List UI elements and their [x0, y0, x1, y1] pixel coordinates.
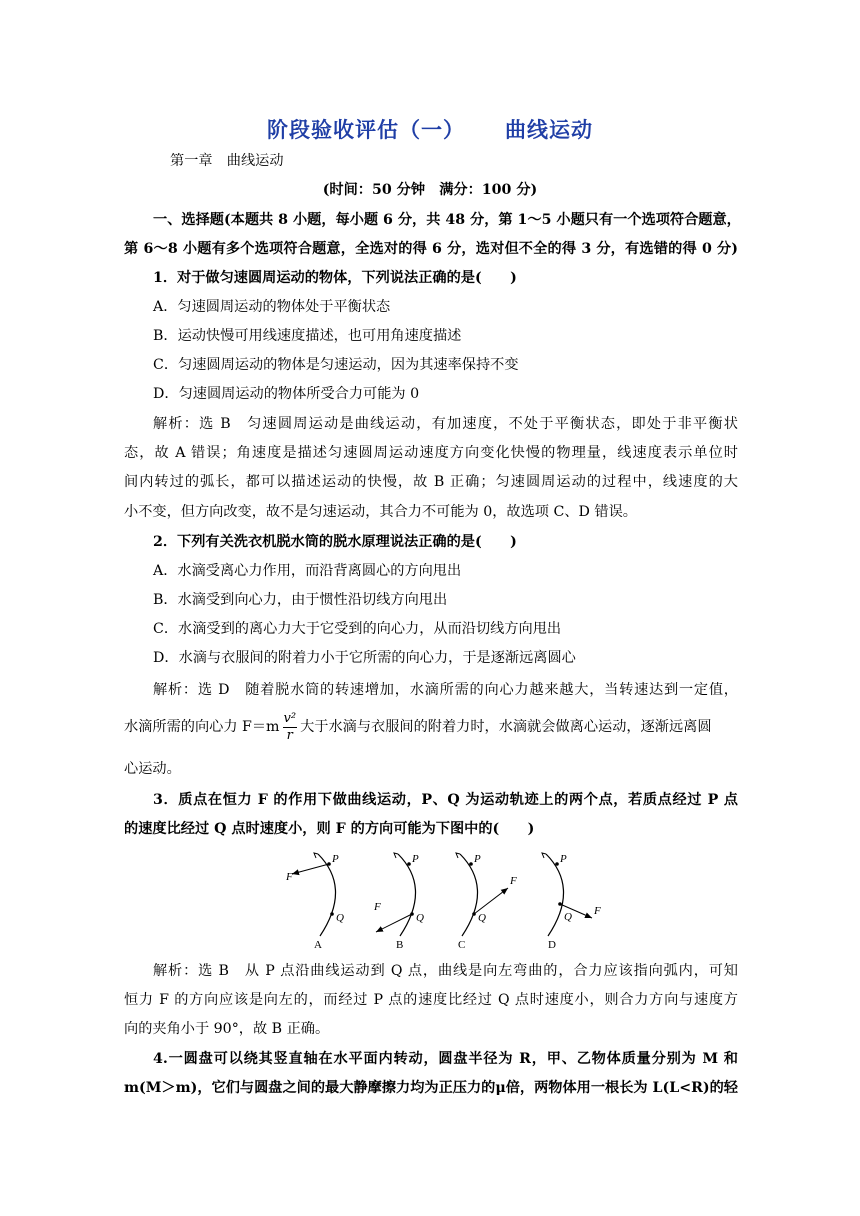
figure-label-c: C — [458, 939, 466, 951]
figure-label-d: D — [548, 939, 556, 951]
q2-stem: 2．下列有关洗衣机脱水筒的脱水原理说法正确的是( ) — [153, 534, 517, 550]
q4-stem-2: m(M＞m)，它们与圆盘之间的最大静摩擦力均为正压力的μ倍，两物体用一根长为 L(L<R)的轻 — [124, 1080, 738, 1096]
q1-analysis-4: 小不变，但方向改变，故不是匀速运动，其合力不可能为 0，故选项 C、D 错误。 — [124, 504, 637, 520]
q1-analysis-3: 间内转过的弧长，都可以描述运动的快慢，故 B 正确；匀速圆周运动的过程中，线速度的大 — [124, 474, 738, 490]
q4-stem-1: 4.一圆盘可以绕其竖直轴在水平面内转动，圆盘半径为 R，甲、乙物体质量分别为 M 和 — [153, 1051, 738, 1067]
label-q-b: Q — [416, 912, 424, 924]
q2-analysis-2: 水滴所需的向心力 F＝m $\frac{\text{v²}}{r}$ 大于水滴与衣服间的附着力时，水滴就会做离心运动，逐渐远离圆 — [124, 710, 712, 743]
page-title: 阶段验收评估（一） 曲线运动 — [267, 117, 593, 142]
figure-b — [373, 853, 424, 951]
time-info: (时间：50 分钟 满分：100 分) — [322, 182, 538, 198]
q1-option-c: C．匀速圆周运动的物体是匀速运动，因为其速率保持不变 — [153, 357, 519, 373]
figure-label-a: A — [314, 939, 322, 951]
q1-option-d: D．匀速圆周运动的物体所受合力可能为 0 — [153, 386, 420, 402]
label-q-c: Q — [478, 912, 486, 924]
chapter-heading: 第一章 曲线运动 — [170, 153, 284, 169]
q1-stem: 1．对于做匀速圆周运动的物体，下列说法正确的是( ) — [153, 270, 517, 286]
label-p-c: P — [474, 853, 481, 865]
q1-option-a: A．匀速圆周运动的物体处于平衡状态 — [153, 299, 391, 315]
q2-option-c: C．水滴受到的离心力大于它受到的向心力，从而沿切线方向甩出 — [153, 621, 562, 637]
q1-option-b: B．运动快慢可用线速度描述，也可用角速度描述 — [153, 328, 462, 344]
q2-option-a: A．水滴受离心力作用，而沿背离圆心的方向甩出 — [153, 563, 462, 579]
label-f-b: F — [374, 901, 381, 913]
formula-fraction: $\frac{\text{v²}}{r}$ — [283, 710, 297, 743]
figure-d — [542, 853, 601, 951]
section1-line2: 第 6～8 小题有多个选项符合题意，全选对的得 6 分，选对但不全的得 3 分，有选错的得 0 分) — [124, 241, 738, 257]
q3-analysis-3: 向的夹角小于 90°，故 B 正确。 — [124, 1021, 330, 1037]
label-f-d: F — [594, 905, 601, 917]
q3-stem-1: 3．质点在恒力 F 的作用下做曲线运动，P、Q 为运动轨迹上的两个点，若质点经过 P 点 — [153, 792, 738, 808]
q3-analysis-1: 解析：选 B 从 P 点沿曲线运动到 Q 点，曲线是向左弯曲的，合力应该指向弧内，可知 — [153, 963, 738, 979]
q1-analysis-2: 态，故 A 错误；角速度是描述匀速圆周运动速度方向变化快慢的物理量，线速度表示单位时 — [124, 445, 738, 461]
label-q-d: Q — [564, 911, 572, 923]
figure-c — [456, 853, 517, 951]
q2-option-d: D．水滴与衣服间的附着力小于它所需的向心力，于是逐渐远离圆心 — [153, 650, 576, 666]
label-p-b: P — [412, 853, 419, 865]
q3-figure — [282, 848, 622, 953]
q1-analysis-1: 解析：选 B 匀速圆周运动是曲线运动，有加速度，不处于平衡状态，即处于非平衡状 — [153, 416, 738, 432]
label-f-a: F — [286, 871, 293, 883]
figure-label-b: B — [396, 939, 404, 951]
label-f-c: F — [510, 875, 517, 887]
q2-analysis-3: 心运动。 — [124, 761, 181, 777]
q3-stem-2: 的速度比经过 Q 点时速度小，则 F 的方向可能为下图中的( ) — [124, 821, 535, 837]
figure-a — [285, 853, 344, 951]
section1-line1: 一、选择题(本题共 8 小题，每小题 6 分，共 48 分，第 1～5 小题只有一个选项符合题意， — [153, 212, 741, 228]
label-p-d: P — [560, 853, 567, 865]
q3-analysis-2: 恒力 F 的方向应该是向左的，而经过 P 点的速度比经过 Q 点时速度小，则合力方向与速度方 — [124, 992, 738, 1008]
label-q-a: Q — [336, 912, 344, 924]
q2-option-b: B．水滴受到向心力，由于惯性沿切线方向甩出 — [153, 592, 448, 608]
label-p-a: P — [332, 853, 339, 865]
q2-analysis-1: 解析：选 D 随着脱水筒的转速增加，水滴所需的向心力越来越大，当转速达到一定值， — [153, 682, 738, 698]
